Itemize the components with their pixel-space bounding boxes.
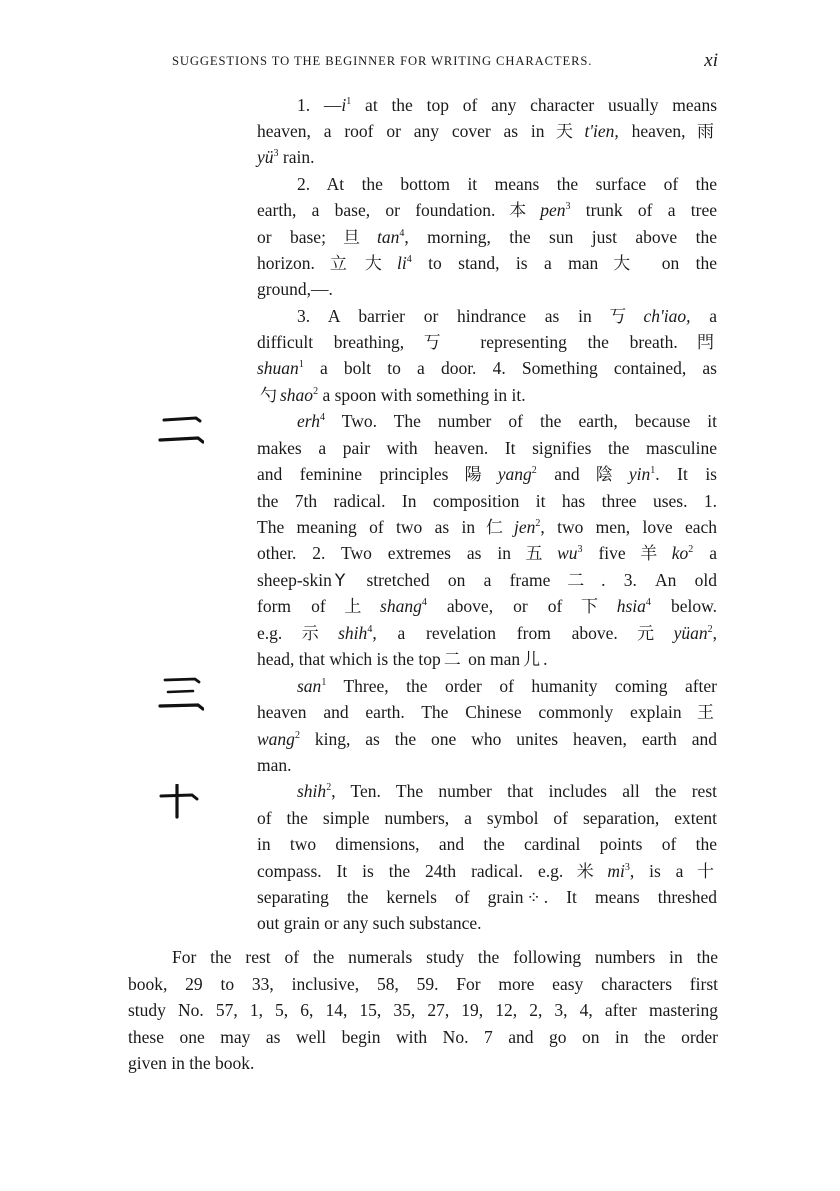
chinese-character: 本 (498, 201, 538, 221)
margin-character-three (158, 674, 204, 720)
text-run: form of (257, 596, 326, 616)
text-run: trunk of a tree (570, 200, 718, 220)
text-run: king, as the one who unites heaven, earth and (299, 729, 717, 749)
chinese-character: 陰 (582, 465, 626, 485)
text-line (257, 197, 717, 223)
text-line (257, 805, 717, 831)
text-run: on man (463, 649, 521, 669)
text-line (257, 488, 717, 514)
text-run: , morning, the sun just above the (404, 227, 717, 247)
tone-number: 3 (273, 148, 279, 160)
text-line (257, 435, 717, 461)
tone-number: 2 (707, 624, 713, 636)
text-run: For the rest of the numerals study the following numbers in the (172, 947, 718, 967)
chinese-character: 二 (553, 571, 599, 591)
text-run: heaven, a roof or any cover as in (257, 121, 545, 141)
text-run: , a revelation from above. (372, 623, 618, 643)
tone-number: 3 (577, 544, 583, 556)
romanization: shuan (257, 358, 299, 378)
romanization: yü (257, 147, 274, 167)
text-line (257, 382, 717, 408)
chinese-character: 王 (684, 703, 714, 723)
romanization: jen (514, 517, 536, 537)
chinese-character: 勺 (260, 386, 277, 406)
chinese-character: 旦 (328, 228, 374, 248)
text-line (257, 355, 717, 381)
chinese-character: 大 (364, 254, 394, 274)
tone-number: 4 (645, 597, 651, 609)
tone-number: 2 (294, 730, 300, 742)
text-run: head, that which is the top (257, 649, 441, 669)
text-line (257, 514, 717, 540)
text-run: makes a pair with heaven. It signifies the masculine (257, 438, 717, 458)
text-run: man. (257, 755, 292, 775)
text-run: ground,—. (257, 279, 333, 299)
text-line (257, 224, 717, 250)
chinese-character: 十 (686, 862, 715, 882)
text-run: out grain or any such substance. (257, 913, 482, 933)
text-run: . 3. An old (601, 570, 718, 590)
text-run: and (536, 464, 580, 484)
text-line (257, 329, 717, 355)
text-run: , is a (629, 861, 684, 881)
text-run: . It is (655, 464, 717, 484)
text-run: a spoon with something in it. (318, 385, 526, 405)
text-run: of the simple numbers, a symbol of separation, extent (257, 808, 717, 828)
text-run: compass. It is the 24th radical. e.g. (257, 861, 564, 881)
tone-number: 4 (399, 228, 405, 240)
text-run: , Ten. The number that includes all the rest (331, 781, 717, 801)
text-line (257, 699, 717, 725)
text-line (297, 673, 717, 699)
text-line (257, 831, 717, 857)
text-line (257, 620, 717, 646)
chinese-character: 五 (514, 544, 555, 564)
text-run: 1. — (297, 95, 342, 115)
romanization: li (396, 253, 407, 273)
text-line (128, 1050, 718, 1076)
text-run: below. (650, 596, 717, 616)
text-line (128, 997, 718, 1023)
tone-number: 2 (688, 544, 694, 556)
text-line (297, 92, 717, 118)
text-run: stretched on a frame (348, 570, 551, 590)
chinese-character: 示 (285, 624, 336, 644)
text-line (257, 752, 717, 778)
tone-number: 4 (406, 254, 412, 266)
tone-number: 4 (367, 624, 373, 636)
text-run: , two men, love each (540, 517, 718, 537)
text-run: a bolt to a door. 4. Something contained, as (303, 358, 717, 378)
romanization: shao (280, 385, 314, 405)
page-number: xi (704, 50, 718, 71)
chinese-character: 大 (601, 254, 643, 274)
text-run: these one may as well begin with No. 7 and go on in the order (128, 1027, 718, 1047)
chinese-character: 羊 (628, 544, 669, 564)
text-line (128, 1024, 718, 1050)
chinese-character: 二 (443, 650, 461, 670)
tone-number: 2 (531, 465, 537, 477)
tone-number: 2 (535, 518, 541, 530)
chinese-character: 米 (566, 862, 605, 882)
text-run: difficult breathing, (257, 332, 405, 352)
text-run: and feminine principles (257, 464, 449, 484)
romanization: wu (557, 543, 578, 563)
chinese-character: 陽 (451, 465, 495, 485)
text-run: a (690, 306, 717, 326)
chinese-character: 丂 (407, 333, 457, 353)
chinese-character: 丂 (594, 307, 641, 327)
text-line (257, 646, 717, 672)
text-run: a (693, 543, 717, 563)
romanization: i (341, 95, 347, 115)
text-run: or base; (257, 227, 326, 247)
text-line (297, 303, 717, 329)
romanization: yang (497, 464, 532, 484)
text-line (257, 461, 717, 487)
margin-character-two (158, 412, 204, 458)
romanization: ko (671, 543, 689, 563)
romanization: yin (628, 464, 651, 484)
chinese-character: 儿 (523, 650, 541, 670)
tone-number: 1 (346, 96, 352, 108)
text-run: book, 29 to 33, inclusive, 58, 59. For more easy characters first (128, 974, 718, 994)
text-run: . It means threshed (543, 887, 717, 907)
text-line (297, 778, 717, 804)
text-run: . (543, 649, 548, 669)
romanization: ch'iao, (643, 306, 691, 326)
text-run: other. 2. Two extremes as in (257, 543, 511, 563)
tone-number: 4 (421, 597, 427, 609)
chinese-character: 雨 (688, 122, 715, 142)
romanization: hsia (616, 596, 646, 616)
chinese-character: 天 (547, 122, 582, 142)
text-run: e.g. (257, 623, 283, 643)
chinese-character: 閂 (680, 333, 715, 353)
text-run: given in the book. (128, 1053, 255, 1073)
chinese-character: Y (334, 571, 346, 591)
chinese-character: 仁 (478, 518, 512, 538)
running-title: SUGGESTIONS TO THE BEGINNER FOR WRITING CHARACTERS. (172, 54, 593, 68)
text-line (257, 884, 717, 910)
text-line (257, 910, 717, 936)
text-line (128, 971, 718, 997)
text-run: to stand, is a man (411, 253, 599, 273)
text-run: heaven and earth. The Chinese commonly explain (257, 702, 682, 722)
romanization: t'ien, (584, 121, 619, 141)
text-run: heaven, (618, 121, 686, 141)
text-run: representing the breath. (459, 332, 678, 352)
romanization: shih (338, 623, 368, 643)
text-run: , (712, 623, 718, 643)
chinese-character: 上 (328, 597, 378, 617)
text-run: five (582, 543, 626, 563)
text-run: in two dimensions, and the cardinal points of the (257, 834, 717, 854)
text-run: Three, the order of humanity coming after (326, 676, 717, 696)
romanization: tan (377, 227, 400, 247)
text-line (257, 118, 717, 144)
romanization: yüan (673, 623, 708, 643)
tone-number: 2 (313, 386, 319, 398)
tone-number: 3 (624, 862, 630, 874)
tone-number: 4 (320, 412, 326, 424)
text-run: The meaning of two as in (257, 517, 476, 537)
margin-character-ten (158, 784, 204, 830)
text-line (257, 567, 717, 593)
tone-number: 1 (650, 465, 656, 477)
tone-number: 1 (298, 359, 304, 371)
text-line (257, 593, 717, 619)
text-run: earth, a base, or foundation. (257, 200, 496, 220)
romanization: pen (540, 200, 566, 220)
text-line (257, 276, 717, 302)
text-run: sheep-skin (257, 570, 332, 590)
text-run: 3. A barrier or hindrance as in (297, 306, 592, 326)
text-run: above, or of (426, 596, 563, 616)
tone-number: 3 (565, 201, 571, 213)
text-run: Two. The number of the earth, because it (325, 411, 717, 431)
tone-number: 2 (326, 782, 332, 794)
text-line (257, 250, 717, 276)
romanization: erh (297, 411, 321, 431)
romanization: san (297, 676, 322, 696)
text-line (257, 858, 717, 884)
text-run: the 7th radical. In composition it has three uses. 1. (257, 491, 717, 511)
romanization: shang (380, 596, 422, 616)
text-run: rain. (278, 147, 315, 167)
running-header (172, 50, 718, 74)
chinese-character: 元 (620, 624, 671, 644)
text-run: on the (645, 253, 718, 273)
text-run: 2. At the bottom it means the surface of the (297, 174, 717, 194)
text-line (172, 944, 718, 970)
text-line (257, 144, 717, 170)
romanization: shih (297, 781, 327, 801)
text-run: at the top of any character usually means (351, 95, 717, 115)
text-run: horizon. (257, 253, 315, 273)
chinese-character: ⁘ (526, 888, 541, 908)
text-line (257, 540, 717, 566)
text-run: separating the kernels of grain (257, 887, 524, 907)
romanization: mi (607, 861, 625, 881)
chinese-character: 立 (317, 254, 359, 274)
chinese-character: 下 (565, 597, 614, 617)
tone-number: 1 (321, 677, 327, 689)
text-run: study No. 57, 1, 5, 6, 14, 15, 35, 27, 19, 12, 2, 3, 4, after mastering (128, 1000, 718, 1020)
text-line (257, 726, 717, 752)
romanization: wang (257, 729, 295, 749)
text-line (297, 408, 717, 434)
text-line (297, 171, 717, 197)
